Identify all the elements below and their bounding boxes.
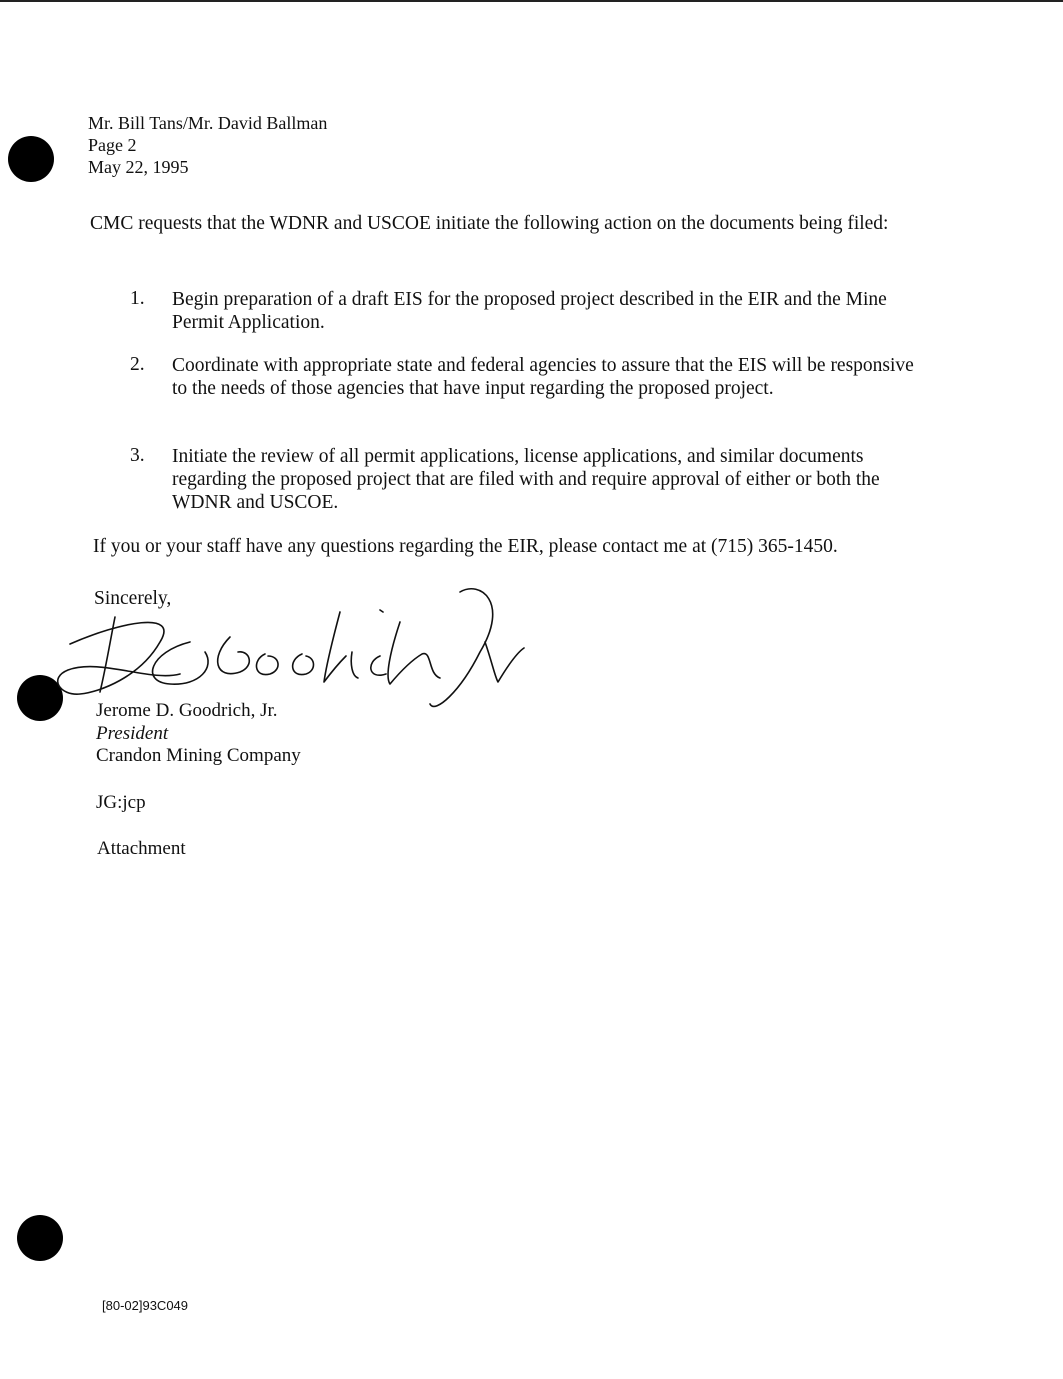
punch-hole-top: [8, 136, 54, 182]
scan-edge-line: [0, 0, 1063, 2]
action-text: Initiate the review of all permit applications, license applications, and similar documents regarding the proposed project that are filed with and require approval of either or both the WDNR and USCOE.: [172, 446, 880, 513]
action-text: Coordinate with appropriate state and federal agencies to assure that the EIS will be responsive to the needs of those agencies that have input regarding the proposed project.: [172, 355, 914, 399]
enclosure-notation: Attachment: [97, 838, 186, 859]
signer-name: Jerome D. Goodrich, Jr.: [96, 700, 278, 721]
action-number: 2.: [130, 354, 145, 375]
action-number: 3.: [130, 445, 145, 466]
signer-company: Crandon Mining Company: [96, 745, 301, 766]
closing-note: If you or your staff have any questions regarding the EIR, please contact me at (715) 365-1450.: [93, 536, 838, 557]
intro-paragraph: CMC requests that the WDNR and USCOE initiate the following action on the documents being filed:: [90, 213, 889, 234]
page-number: Page 2: [88, 135, 137, 155]
addressee: Mr. Bill Tans/Mr. David Ballman: [88, 113, 328, 133]
action-number: 1.: [130, 288, 145, 309]
letter-date: May 22, 1995: [88, 157, 189, 177]
reference-initials: JG:jcp: [96, 792, 146, 813]
document-code: [80-02]93C049: [102, 1298, 189, 1313]
signer-title: President: [96, 723, 169, 744]
punch-hole-bottom: [17, 1215, 63, 1261]
signoff: Sincerely,: [94, 588, 172, 609]
action-text: Begin preparation of a draft EIS for the proposed project described in the EIR and the Mine Permit Application.: [172, 289, 887, 333]
